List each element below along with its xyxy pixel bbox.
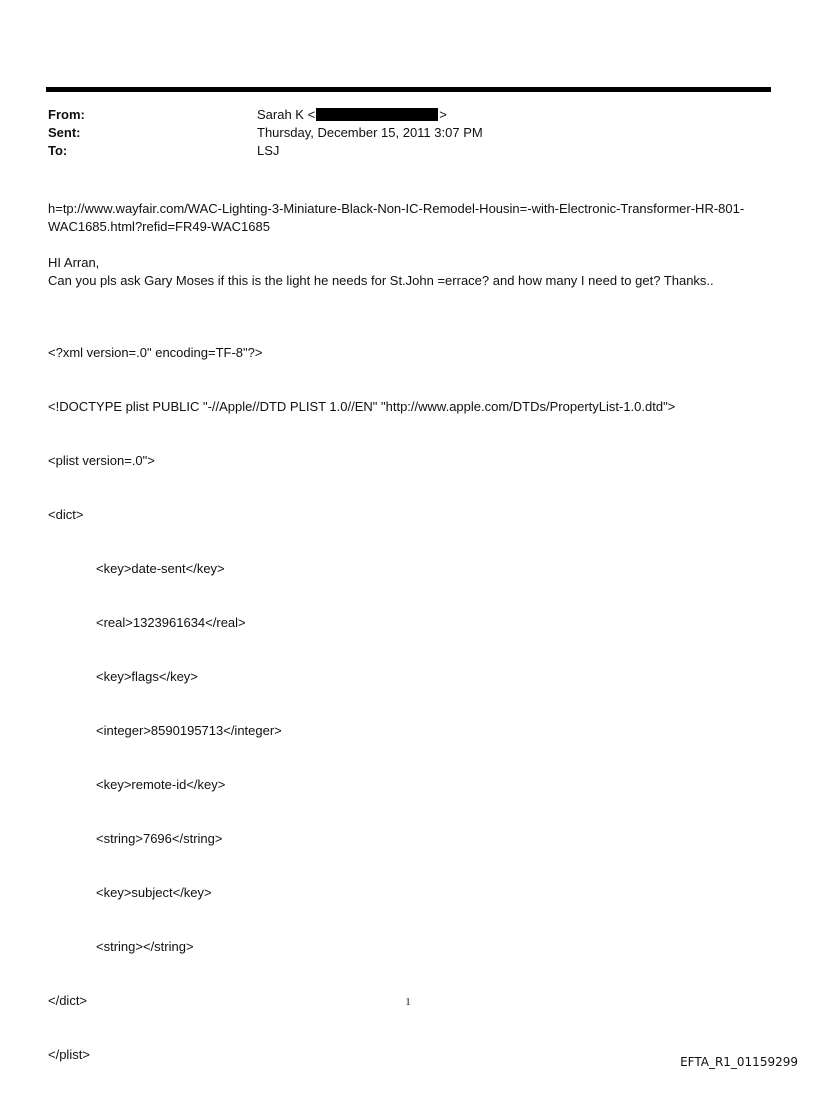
code-line: </dict> — [48, 993, 88, 1008]
code-line: <?xml version=.0" encoding=TF-8"?> — [48, 345, 263, 360]
code-line: </plist> — [48, 1047, 90, 1062]
document-id: EFTA_R1_01159299 — [680, 1055, 798, 1069]
code-line: <key>date-sent</key> — [96, 561, 225, 576]
code-line: <real>1323961634</real> — [96, 615, 246, 630]
product-url: h=tp://www.wayfair.com/WAC-Lighting-3-Miniature-Black-Non-IC-Remodel-Housin=-with-Electronic-Transformer-HR-801-WAC1685.html?refid=FR49-WAC1685 — [48, 201, 745, 234]
code-line: <string></string> — [96, 939, 194, 954]
greeting: HI Arran, — [48, 255, 100, 270]
email-body — [48, 200, 768, 1100]
sent-label: Sent: — [48, 125, 81, 140]
message-text: Can you pls ask Gary Moses if this is the light he needs for St.John =errace? and how many I need to get? Thanks.. — [48, 273, 714, 288]
code-line: <key>flags</key> — [96, 669, 198, 684]
code-line: <string>7696</string> — [96, 831, 223, 846]
code-line: <plist version=.0"> — [48, 453, 155, 468]
to-label: To: — [48, 143, 68, 158]
from-label: From: — [48, 107, 85, 122]
from-value — [257, 106, 447, 124]
code-line: <integer>8590195713</integer> — [96, 723, 282, 738]
redaction-bar — [316, 108, 438, 121]
to-value: LSJ — [257, 143, 280, 158]
plist-code-block — [48, 308, 768, 1100]
code-line: <!DOCTYPE plist PUBLIC "-//Apple//DTD PLIST 1.0//EN" "http://www.apple.com/DTDs/PropertyList-1.0.dtd"> — [48, 399, 676, 414]
code-line: <dict> — [48, 507, 84, 522]
page-number: 1 — [405, 996, 411, 1008]
header-rule — [46, 87, 771, 92]
from-name: Sarah K < — [257, 107, 316, 122]
code-line: <key>remote-id</key> — [96, 777, 226, 792]
from-close: > — [439, 107, 447, 122]
sent-value: Thursday, December 15, 2011 3:07 PM — [257, 125, 483, 140]
code-line: <key>subject</key> — [96, 885, 212, 900]
